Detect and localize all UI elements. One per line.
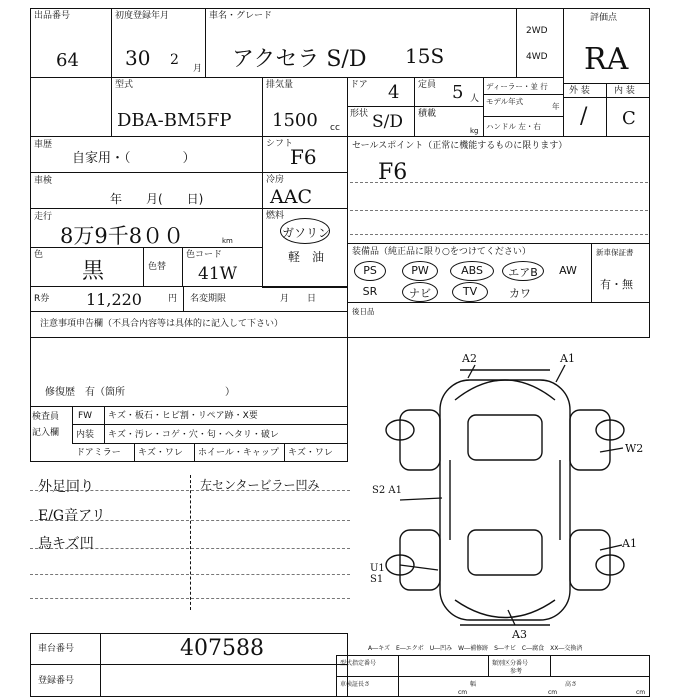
footer-unit-3: cm [636, 689, 646, 696]
reg-month: 2 [170, 52, 179, 68]
fuel-label: 燃料 [266, 211, 285, 221]
footer-ref: 参考 [510, 668, 523, 675]
load-unit: kg [470, 127, 479, 135]
shift-label: シフト [266, 139, 294, 149]
chassis-label: 車台番号 [38, 644, 75, 654]
footer-class-no: 類別区分番号 [492, 660, 529, 667]
reg-year: 30 [125, 46, 151, 70]
notes-title: 注意事項申告欄（不具合内容等は具体的に記入して下さい） [40, 319, 284, 329]
equip-navi: ナビ [409, 287, 431, 300]
load-label: 積載 [418, 109, 437, 119]
inspector-fw: FW [78, 411, 93, 421]
equip-aw: AW [559, 264, 577, 277]
drive-4wd: 4WD [526, 52, 548, 62]
inspector-wheel-items: キズ・ワレ [288, 448, 333, 458]
newcar-value: 有・無 [600, 278, 633, 291]
color-label: 色 [34, 250, 44, 260]
color-code-label: 色コード [186, 250, 223, 260]
chassis-value: 407588 [180, 636, 264, 661]
mileage-value: 8万9千8００ [60, 224, 185, 248]
model-value: DBA-BM5FP [117, 110, 232, 131]
equip-label: 装備品（純正品に限り○をつけてください） [352, 247, 531, 257]
model-year-unit: 年 [552, 102, 560, 111]
mark-u1s1: U1 S1 [370, 563, 385, 585]
cap-value: 5 [452, 82, 464, 103]
aftermarket-label: 後日品 [352, 307, 375, 316]
fuel-diesel: 軽 油 [288, 250, 325, 264]
int-label: 内 装 [614, 86, 635, 96]
sales-label: セールスポイント（正常に機能するものに限ります） [352, 141, 568, 151]
footer-width: 幅 [470, 681, 477, 688]
disp-value: 1500 [272, 110, 318, 131]
score-label: 評価点 [590, 13, 618, 23]
inspector-wheel: ホイール・キャップ [198, 448, 279, 458]
sales-value: F6 [378, 160, 408, 185]
mark-s2a1: S2 A1 [372, 485, 402, 496]
mark-a1-top: A1 [560, 352, 575, 365]
score-value: RA [584, 42, 629, 77]
recycle-label: R券 [34, 294, 50, 304]
reg-number-label: 登録番号 [38, 676, 75, 686]
inspector-int: 内装 [76, 430, 95, 440]
color-code: 41W [198, 264, 238, 284]
lot-label: 出品番号 [34, 11, 71, 21]
equip-airbag: エアB [508, 266, 538, 279]
equip-leather: カワ [509, 287, 531, 300]
equip-abs-circle [450, 261, 494, 281]
inspector-mirror-items: キズ・ワレ [138, 448, 183, 458]
shape-value: S/D [372, 112, 404, 132]
lot-number: 64 [56, 50, 79, 71]
grade: 15S [405, 44, 445, 68]
reg-number-cell [30, 664, 348, 697]
ext-value: / [580, 104, 588, 129]
car-damage-diagram [360, 340, 650, 640]
door-label: ドア [350, 80, 368, 90]
drive-cell [516, 8, 564, 78]
note-3: 鳥キズ凹 [38, 536, 94, 552]
disp-label: 排気量 [266, 80, 294, 90]
footer-type-no: 型式指定番号 [340, 660, 377, 667]
reg-label: 初度登録年月 [115, 11, 170, 21]
equip-tv-circle [452, 282, 488, 302]
ext-label: 外 装 [569, 86, 590, 96]
footer-unit-1: cm [458, 689, 468, 696]
car-name: アクセラ S/D [232, 47, 367, 72]
recycle-unit: 円 [168, 294, 178, 304]
expiry-unit: 月 日 [280, 294, 317, 304]
fuel-gasoline: ガソリン [282, 226, 331, 240]
fuel-circle [280, 218, 330, 244]
equip-navi-circle [402, 282, 438, 302]
inspector-label-1: 検査員 [32, 412, 60, 422]
sales-cell [347, 136, 650, 244]
mark-a2: A2 [462, 352, 477, 365]
inspection-label: 車検 [34, 176, 53, 186]
drive-2wd: 2WD [526, 26, 548, 36]
mark-w2: W2 [625, 442, 644, 455]
name-label: 車名・グレード [209, 11, 273, 21]
cool-value: AAC [270, 186, 312, 208]
handle-label: ハンドル 左・右 [486, 122, 541, 131]
disp-unit: cc [330, 123, 340, 133]
dealer-label: ディーラー・並 行 [486, 82, 548, 91]
footer-length: 車検証長さ [340, 681, 371, 688]
equip-pw-circle [402, 261, 438, 281]
footer-height: 高さ [565, 681, 578, 688]
mark-a3: A3 [512, 628, 527, 641]
mark-a1-right: A1 [622, 537, 637, 550]
note-right: 左センタービラー凹み [200, 478, 320, 492]
color-change-label: 色替 [148, 262, 167, 272]
newcar-label: 新車保証書 [596, 248, 634, 257]
color-value: 黒 [82, 259, 105, 284]
equip-pw: PW [411, 264, 429, 277]
inspection-value: 年 月( 日) [110, 192, 204, 206]
history-label: 車歴 [34, 140, 53, 150]
int-value: C [622, 108, 636, 129]
cap-label: 定員 [418, 80, 437, 90]
equip-airbag-circle [502, 261, 544, 281]
door-value: 4 [388, 82, 400, 103]
inspector-mirror: ドアミラー [76, 448, 121, 458]
inspector-fw-items: キズ・板石・ヒビ割・リペア跡・X要 [108, 411, 258, 421]
month-unit: 月 [193, 64, 203, 74]
equip-tv: TV [462, 285, 478, 298]
cap-unit: 人 [470, 94, 480, 104]
inspector-label-2: 記入欄 [32, 428, 60, 438]
history-value: 自家用・（ ） [72, 151, 196, 166]
repair-history: 修復歴 有（箇所 ） [45, 387, 235, 398]
aftermarket-cell [347, 302, 650, 338]
equip-ps-circle [354, 261, 386, 281]
note-1: 外足回り [38, 479, 94, 495]
cool-label: 冷房 [266, 175, 285, 185]
equip-sr: SR [362, 285, 378, 298]
footer-unit-2: cm [548, 689, 558, 696]
mileage-label: 走行 [34, 212, 53, 222]
shape-label: 形状 [350, 109, 369, 119]
mileage-unit: km [222, 237, 233, 245]
note-2: E/G音アリ [38, 508, 106, 524]
model-label: 型式 [115, 80, 134, 90]
shift-value: F6 [290, 145, 317, 169]
equip-ps: PS [363, 264, 377, 277]
model-year-label: モデル年式 [486, 97, 524, 106]
expiry-label: 名変期限 [190, 294, 227, 304]
inspector-int-items: キズ・汚レ・コゲ・穴・匂・ヘタリ・破レ [108, 430, 279, 440]
damage-legend: A―キズ E―エクボ U―凹み W―補修跡 S―サビ C―腐食 XX―交換済 [368, 645, 583, 652]
recycle-value: 11,220 [86, 290, 142, 309]
equip-abs: ABS [461, 264, 483, 277]
